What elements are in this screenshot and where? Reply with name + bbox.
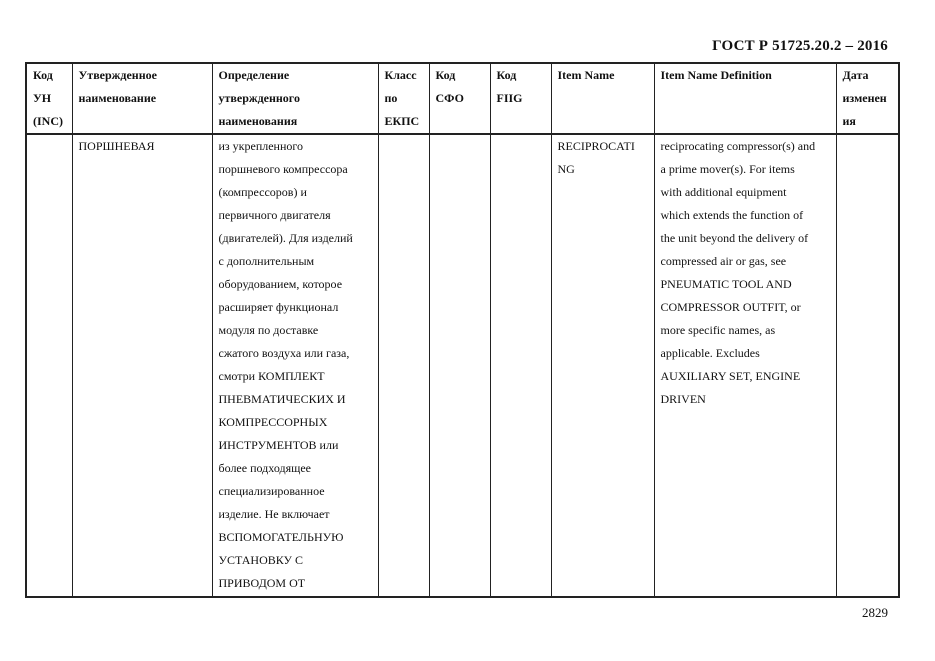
- column-header-inc: Код УН (INC): [26, 63, 72, 134]
- column-header-change-date: Дата изменен ия: [836, 63, 899, 134]
- cell-fiig-code: [490, 134, 551, 597]
- document-code: ГОСТ Р 51725.20.2 – 2016: [712, 38, 888, 54]
- cell-change-date: [836, 134, 899, 597]
- cell-ekps-class: [378, 134, 429, 597]
- cell-item-name-definition: reciprocating compressor(s) and a prime mover(s). For items with additional equipment which extends the function of the unit beyond the delivery of compressed air or gas, see PNEUMATIC TOOL AND COMPRESSOR OUTFIT, or more specific names, as applicable. Excludes AUXILIARY SET, ENGINE DRIVEN: [654, 134, 836, 597]
- cell-approved-name: ПОРШНЕВАЯ: [72, 134, 212, 597]
- column-header-item-name: Item Name: [551, 63, 654, 134]
- column-header-approved-name: Утвержденное наименование: [72, 63, 212, 134]
- column-header-ekps-class: Класс по ЕКПС: [378, 63, 429, 134]
- table-row: [26, 134, 899, 597]
- page-number: 2829: [862, 605, 888, 620]
- cell-sfo-code: [429, 134, 490, 597]
- table-header-row: [26, 63, 899, 134]
- catalog-table: [25, 62, 900, 598]
- column-header-definition: Определение утвержденного наименования: [212, 63, 378, 134]
- cell-inc: [26, 134, 72, 597]
- column-header-item-name-definition: Item Name Definition: [654, 63, 836, 134]
- column-header-sfo-code: Код СФО: [429, 63, 490, 134]
- column-header-fiig-code: Код FIIG: [490, 63, 551, 134]
- cell-item-name: RECIPROCATI NG: [551, 134, 654, 597]
- cell-definition-ru: из укрепленного поршневого компрессора (компрессоров) и первичного двигателя (двигателей). Для изделий с дополнительным оборудованием, которое расширяет функционал модуля по доставке сжатого воздуха или газа, смотри КОМПЛЕКТ ПНЕВМАТИЧЕСКИХ И КОМПРЕССОРНЫХ ИНСТРУМЕНТОВ или более подходящее специализированное изделие. Не включает ВСПОМОГАТЕЛЬНУЮ УСТАНОВКУ С ПРИВОДОМ ОТ: [212, 134, 378, 597]
